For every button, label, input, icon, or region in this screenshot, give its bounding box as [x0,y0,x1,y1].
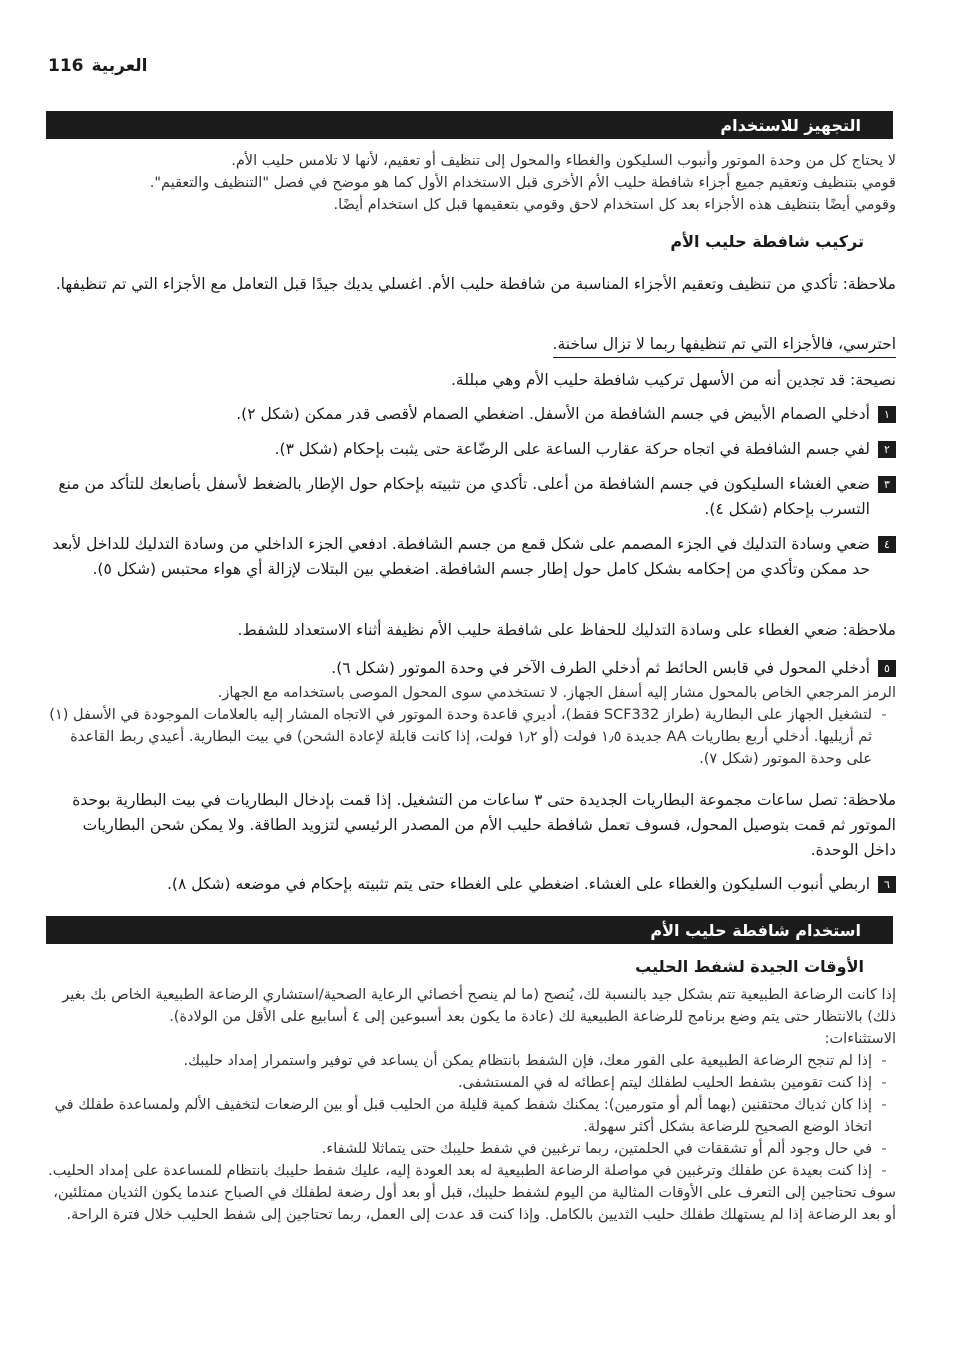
bullet-dash: - [881,707,887,723]
bullet-text: إذا كنت بعيدة عن طفلك وترغبين في مواصلة الرضاعة الطبيعية له بعد العودة إليه، عليك شفط حليبك بانتظام للمساعدة على إمداد الحليب. [48,1163,872,1179]
bullet-text: إذا كان ثدياك محتقنين (بهما ألم أو متورمين): يمكنك شفط كمية قليلة من الحليب قبل أو بين الرضعات لتخفيف الألم ولمساعدة طفلك في اتخاذ الوضع الصحيح للرضاعة بشكل أكثر سهولة. [54,1097,872,1135]
prep-intro [46,150,896,216]
step-item [46,437,896,462]
paragraph: قومي بتنظيف وتعقيم جميع أجزاء شافطة حليب الأم الأخرى قبل الاستخدام الأول كما هو موضح في فصل "التنظيف والتعقيم". [149,175,896,191]
paragraph: الرمز المرجعي الخاص بالمحول مشار إليه أسفل الجهاز. لا تستخدمي سوى المحول الموصى باستخدامه مع الجهاز. [217,685,896,701]
language-label: العربية [91,56,148,76]
step-text: لفي جسم الشافطة في اتجاه حركة عقارب الساعة على الرضّاعة حتى يثبت بإحكام (شكل ٣). [274,440,870,458]
bullet-item [46,1160,896,1182]
step-number: ٥ [878,660,896,677]
step-text: أدخلي المحول في قابس الحائط ثم أدخلي الطرف الآخر في وحدة الموتور (شكل ٦). [331,659,870,677]
subheading-assembly: تركيب شافطة حليب الأم [670,232,864,251]
note-clean: ملاحظة: تأكدي من تنظيف وتعقيم الأجزاء المناسبة من شافطة حليب الأم. اغسلي يديك جيدًا قبل التعامل مع الأجزاء التي تم تنظيفها. [55,275,896,293]
section-header-prep [46,111,893,139]
exceptions-label: الاستثناءات: [824,1031,896,1047]
bullet-text: لتشغيل الجهاز على البطارية (طراز SCF332 فقط)، أديري قاعدة وحدة الموتور في الاتجاه المشار إليه بالعلامات الموجودة في الأسفل (١) ثم أزيليها. أدخلي أربع بطاريات AA جديدة ١٫٥ فولت (أو ١٫٢ فولت، إذا كانت قابلة لإعادة الشحن) في بيت البطارية. أعيدي ربط القاعدة على وحدة الموتور (شكل ٧). [49,707,872,767]
section-title: التجهيز للاستخدام [720,115,861,135]
bullet-dash: - [881,1163,887,1179]
step-text: ضعي وسادة التدليك في الجزء المصمم على شكل قمع من جسم الشافطة. ادفعي الجزء الداخلي من وسادة التدليك للداخل لأبعد حد ممكن وتأكدي من إحكامه بشكل كامل حول إطار جسم الشافطة. اضغطي بين البتلات لإزالة أي هواء محتبس (شكل ٥). [52,535,870,578]
bullet-text: إذا لم تنجح الرضاعة الطبيعية على الفور معك، فإن الشفط بانتظام يمكن أن يساعد في توفير واستمرار إمداد حليبك. [183,1053,872,1069]
section-title: استخدام شافطة حليب الأم [650,920,861,940]
step-text: اربطي أنبوب السليكون والغطاء على الغشاء. اضغطي على الغطاء حتى يتم تثبيته بإحكام في موضعه (شكل ٨). [166,875,870,893]
use-body [46,984,896,1226]
steps-list [46,402,896,582]
step-6 [46,872,896,897]
step-item [46,656,896,681]
paragraph: إذا كانت الرضاعة الطبيعية تتم بشكل جيد بالنسبة لك، يُنصح (ما لم ينصح أخصائي الرعاية الصحية/استشاري الرضاعة الطبيعية الخاص بك بغير ذلك) بالانتظار حتى يتم وضع برنامج للرضاعة الطبيعية لك (عادة ما يكون بعد أسبوعين إلى ٤ أسابيع على الأقل من الولادة). [62,987,896,1025]
page-header [48,52,148,80]
step-number: ٦ [878,876,896,893]
section-header-use [46,916,893,944]
subheading-good-times: الأوقات الجيدة لشفط الحليب [635,957,864,976]
bullet-item [46,1094,896,1138]
paragraph: وقومي أيضًا بتنظيف هذه الأجزاء بعد كل استخدام لاحق وقومي بتعقيمها قبل كل استخدام أيضًا. [333,197,896,213]
paragraph: سوف تحتاجين إلى التعرف على الأوقات المثالية من اليوم لشفط حليبك، قبل أو بعد أول رضعة لطفلك في الصباح عندما يكون الثديان ممتلئين، أو بعد الرضاعة إذا لم يستهلك طفلك حليب الثديين بالكامل. وإذا كنت قد عدت إلى العمل، ربما تحتاجين إلى شفط الحليب خلال فترة الراحة. [53,1185,896,1223]
bullet-dash: - [881,1053,887,1069]
tip-wet-assembly: نصيحة: قد تجدين أنه من الأسهل تركيب شافطة حليب الأم وهي مبللة. [450,371,896,389]
paragraph: لا يحتاج كل من وحدة الموتور وأنبوب السليكون والغطاء والمحول إلى تنظيف أو تعقيم، لأنها لا تلامس حليب الأم. [231,153,896,169]
step-number: ٣ [878,476,896,493]
bullet-text: في حال وجود ألم أو تشققات في الحلمتين، ربما ترغبين في شفط حليبك حتى يتماثلا للشفاء. [321,1141,872,1157]
caution-hot-parts [46,332,896,358]
step-item [46,402,896,427]
step-item [46,532,896,582]
note-battery: ملاحظة: تصل ساعات مجموعة البطاريات الجديدة حتى ٣ ساعات من التشغيل. إذا قمت بإدخال البطاريات في بيت البطارية بوحدة الموتور ثم قمت بتوصيل المحول، فسوف تعمل شافطة حليب الأم من المصدر الرئيسي لتزويد الطاقة. ولا يمكن شحن البطاريات داخل الوحدة. [72,791,896,859]
step-5-details [46,682,896,770]
bullet-dash: - [881,1097,887,1113]
bullet-item [46,1138,896,1160]
step-number: ١ [878,406,896,423]
bullet-text: إذا كنت تقومين بشفط الحليب لطفلك ليتم إعطائه له في المستشفى. [457,1075,872,1091]
step-text: ضعي الغشاء السليكون في جسم الشافطة من أعلى. تأكدي من تثبيته بإحكام حول الإطار بالضغط لأسفل بأصابعك للتأكد من منع التسرب بإحكام (شكل ٤). [58,475,870,518]
step-text: أدخلي الصمام الأبيض في جسم الشافطة من الأسفل. اضغطي الصمام لأقصى قدر ممكن (شكل ٢). [236,405,870,423]
bullet-item [46,1050,896,1072]
bullet-item [46,704,896,770]
step-number: ٢ [878,441,896,458]
page-number: 116 [48,56,84,76]
step-item [46,472,896,522]
step-5 [46,656,896,681]
note-cover: ملاحظة: ضعي الغطاء على وسادة التدليك للحفاظ على شافطة حليب الأم نظيفة أثناء الاستعداد للشفط. [237,621,896,639]
step-item [46,872,896,897]
bullet-item [46,1072,896,1094]
bullet-dash: - [881,1075,887,1091]
step-number: ٤ [878,536,896,553]
caution-text: احترسي، فالأجزاء التي تم تنظيفها ربما لا تزال ساخنة. [553,332,896,358]
bullet-dash: - [881,1141,887,1157]
